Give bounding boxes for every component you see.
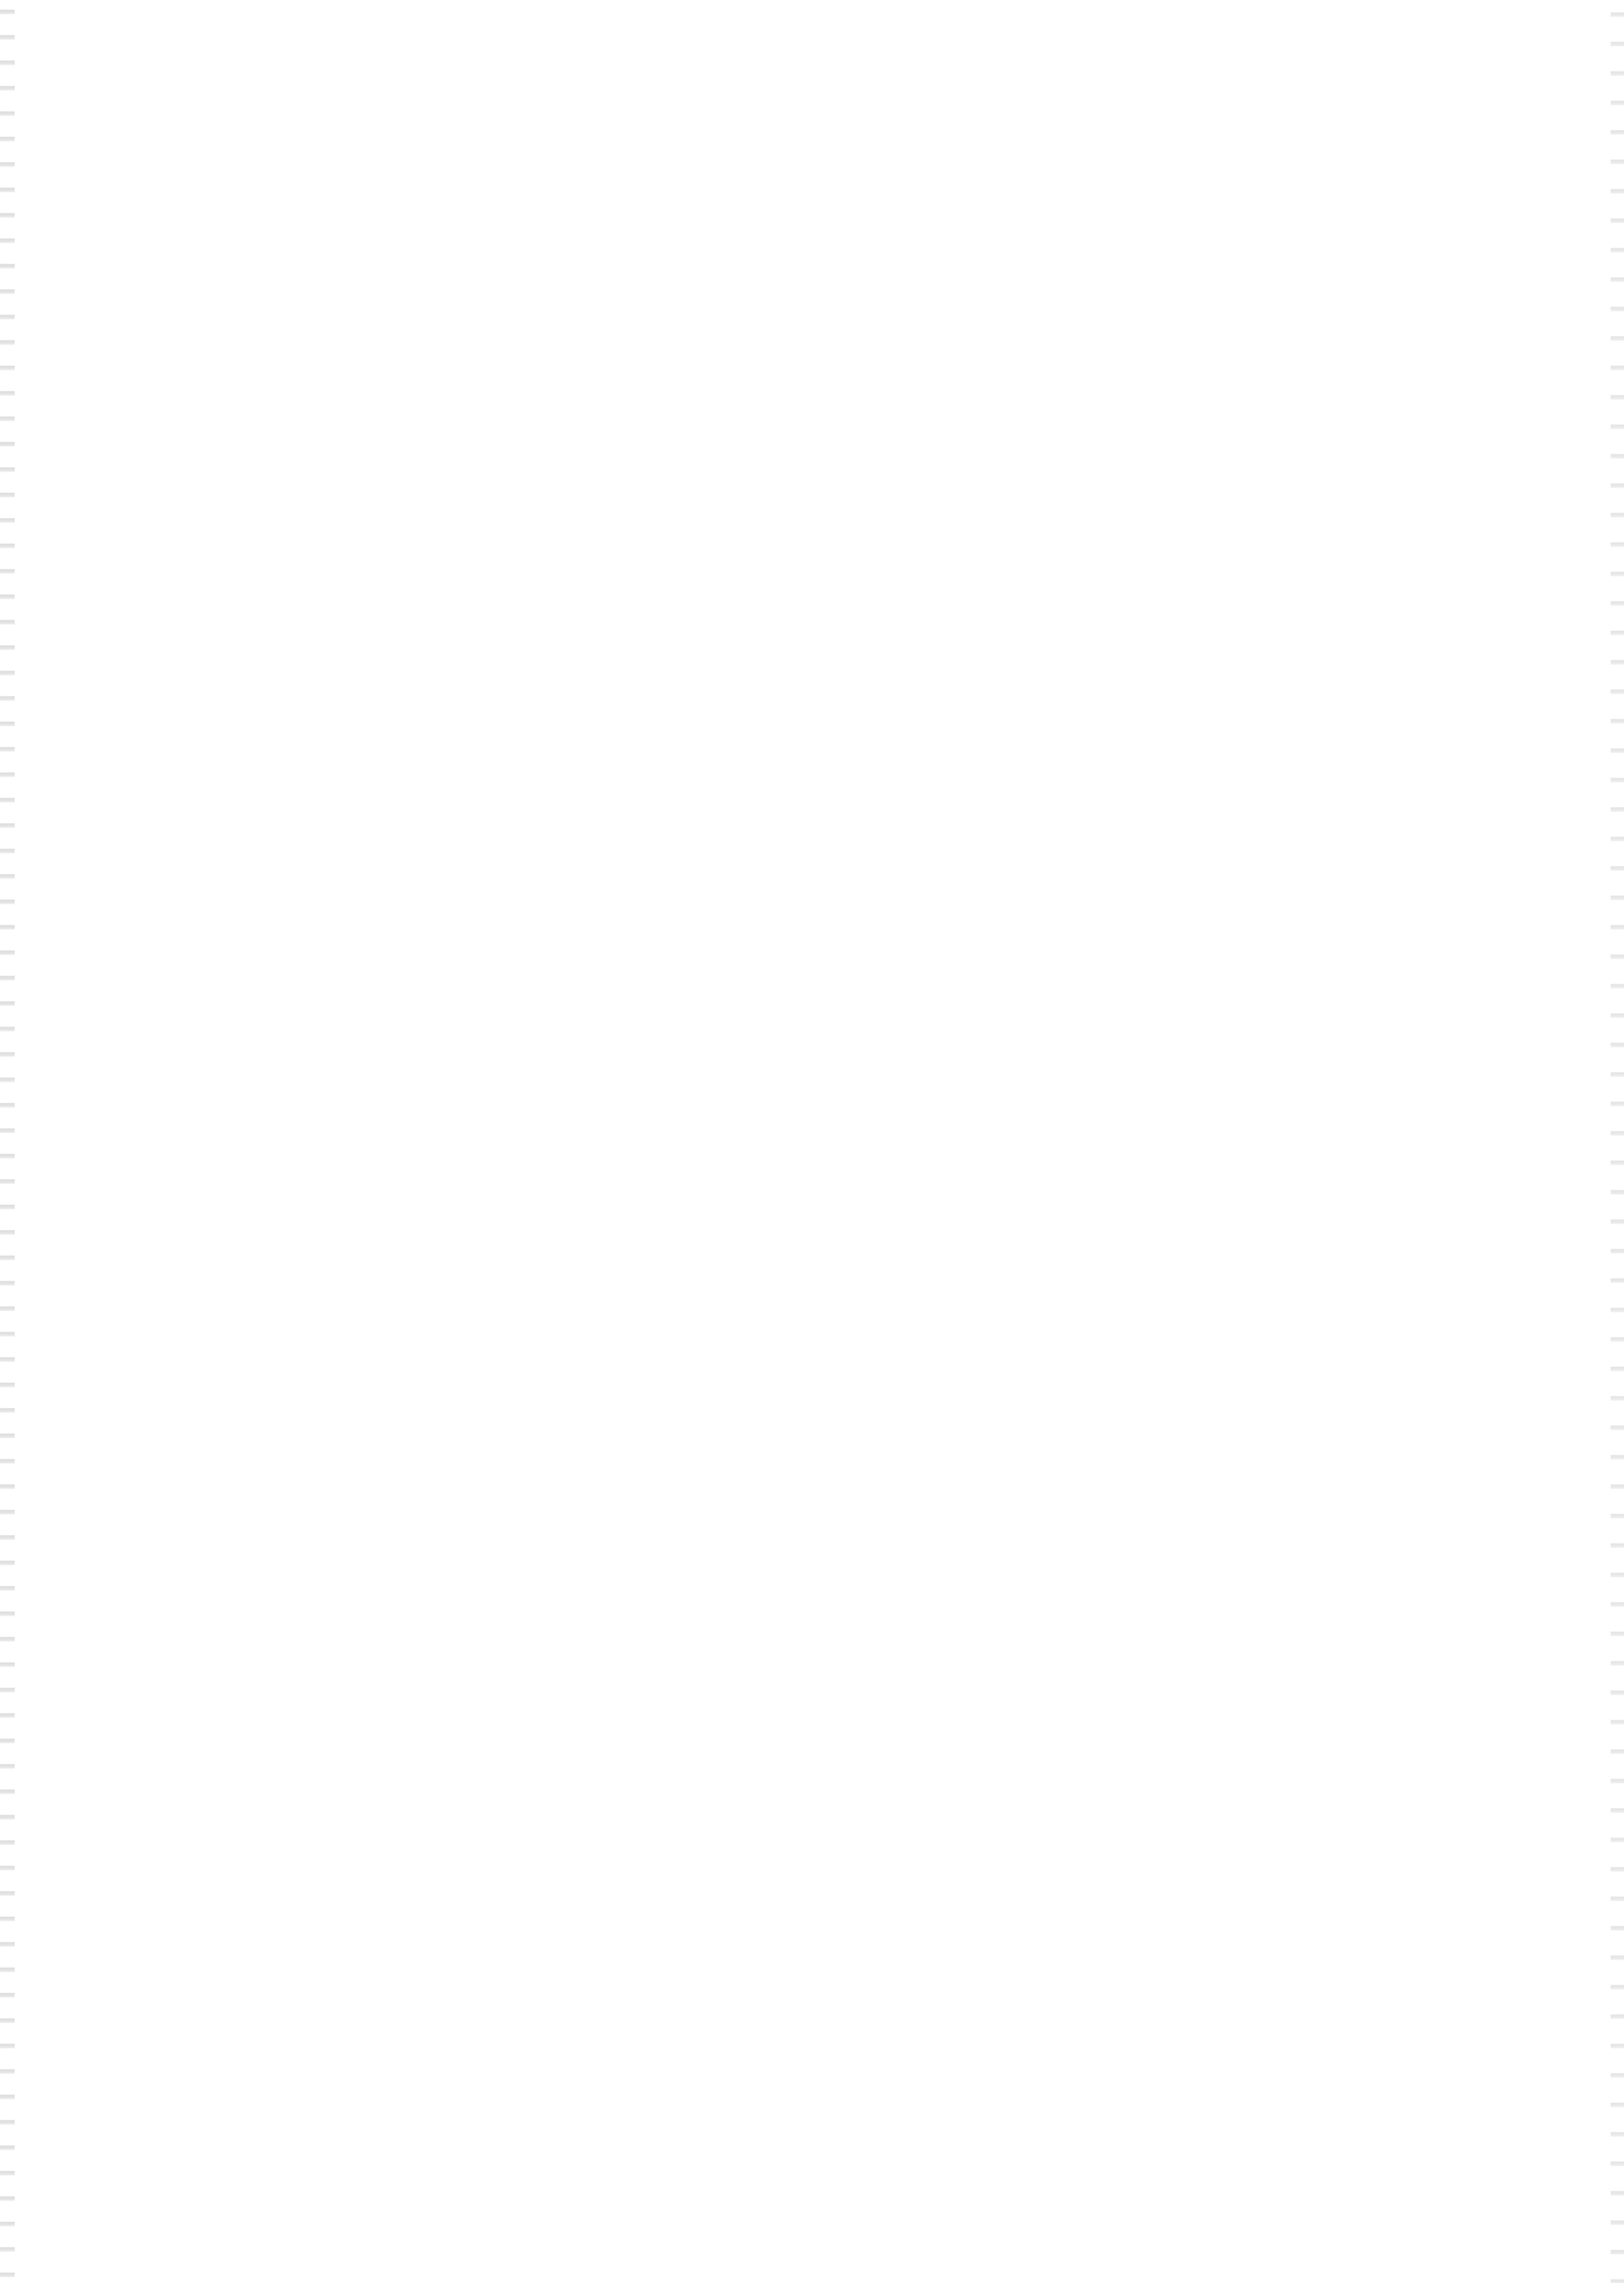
- right-watermark-strip: [1611, 0, 1624, 2283]
- left-watermark-strip: [0, 0, 15, 2283]
